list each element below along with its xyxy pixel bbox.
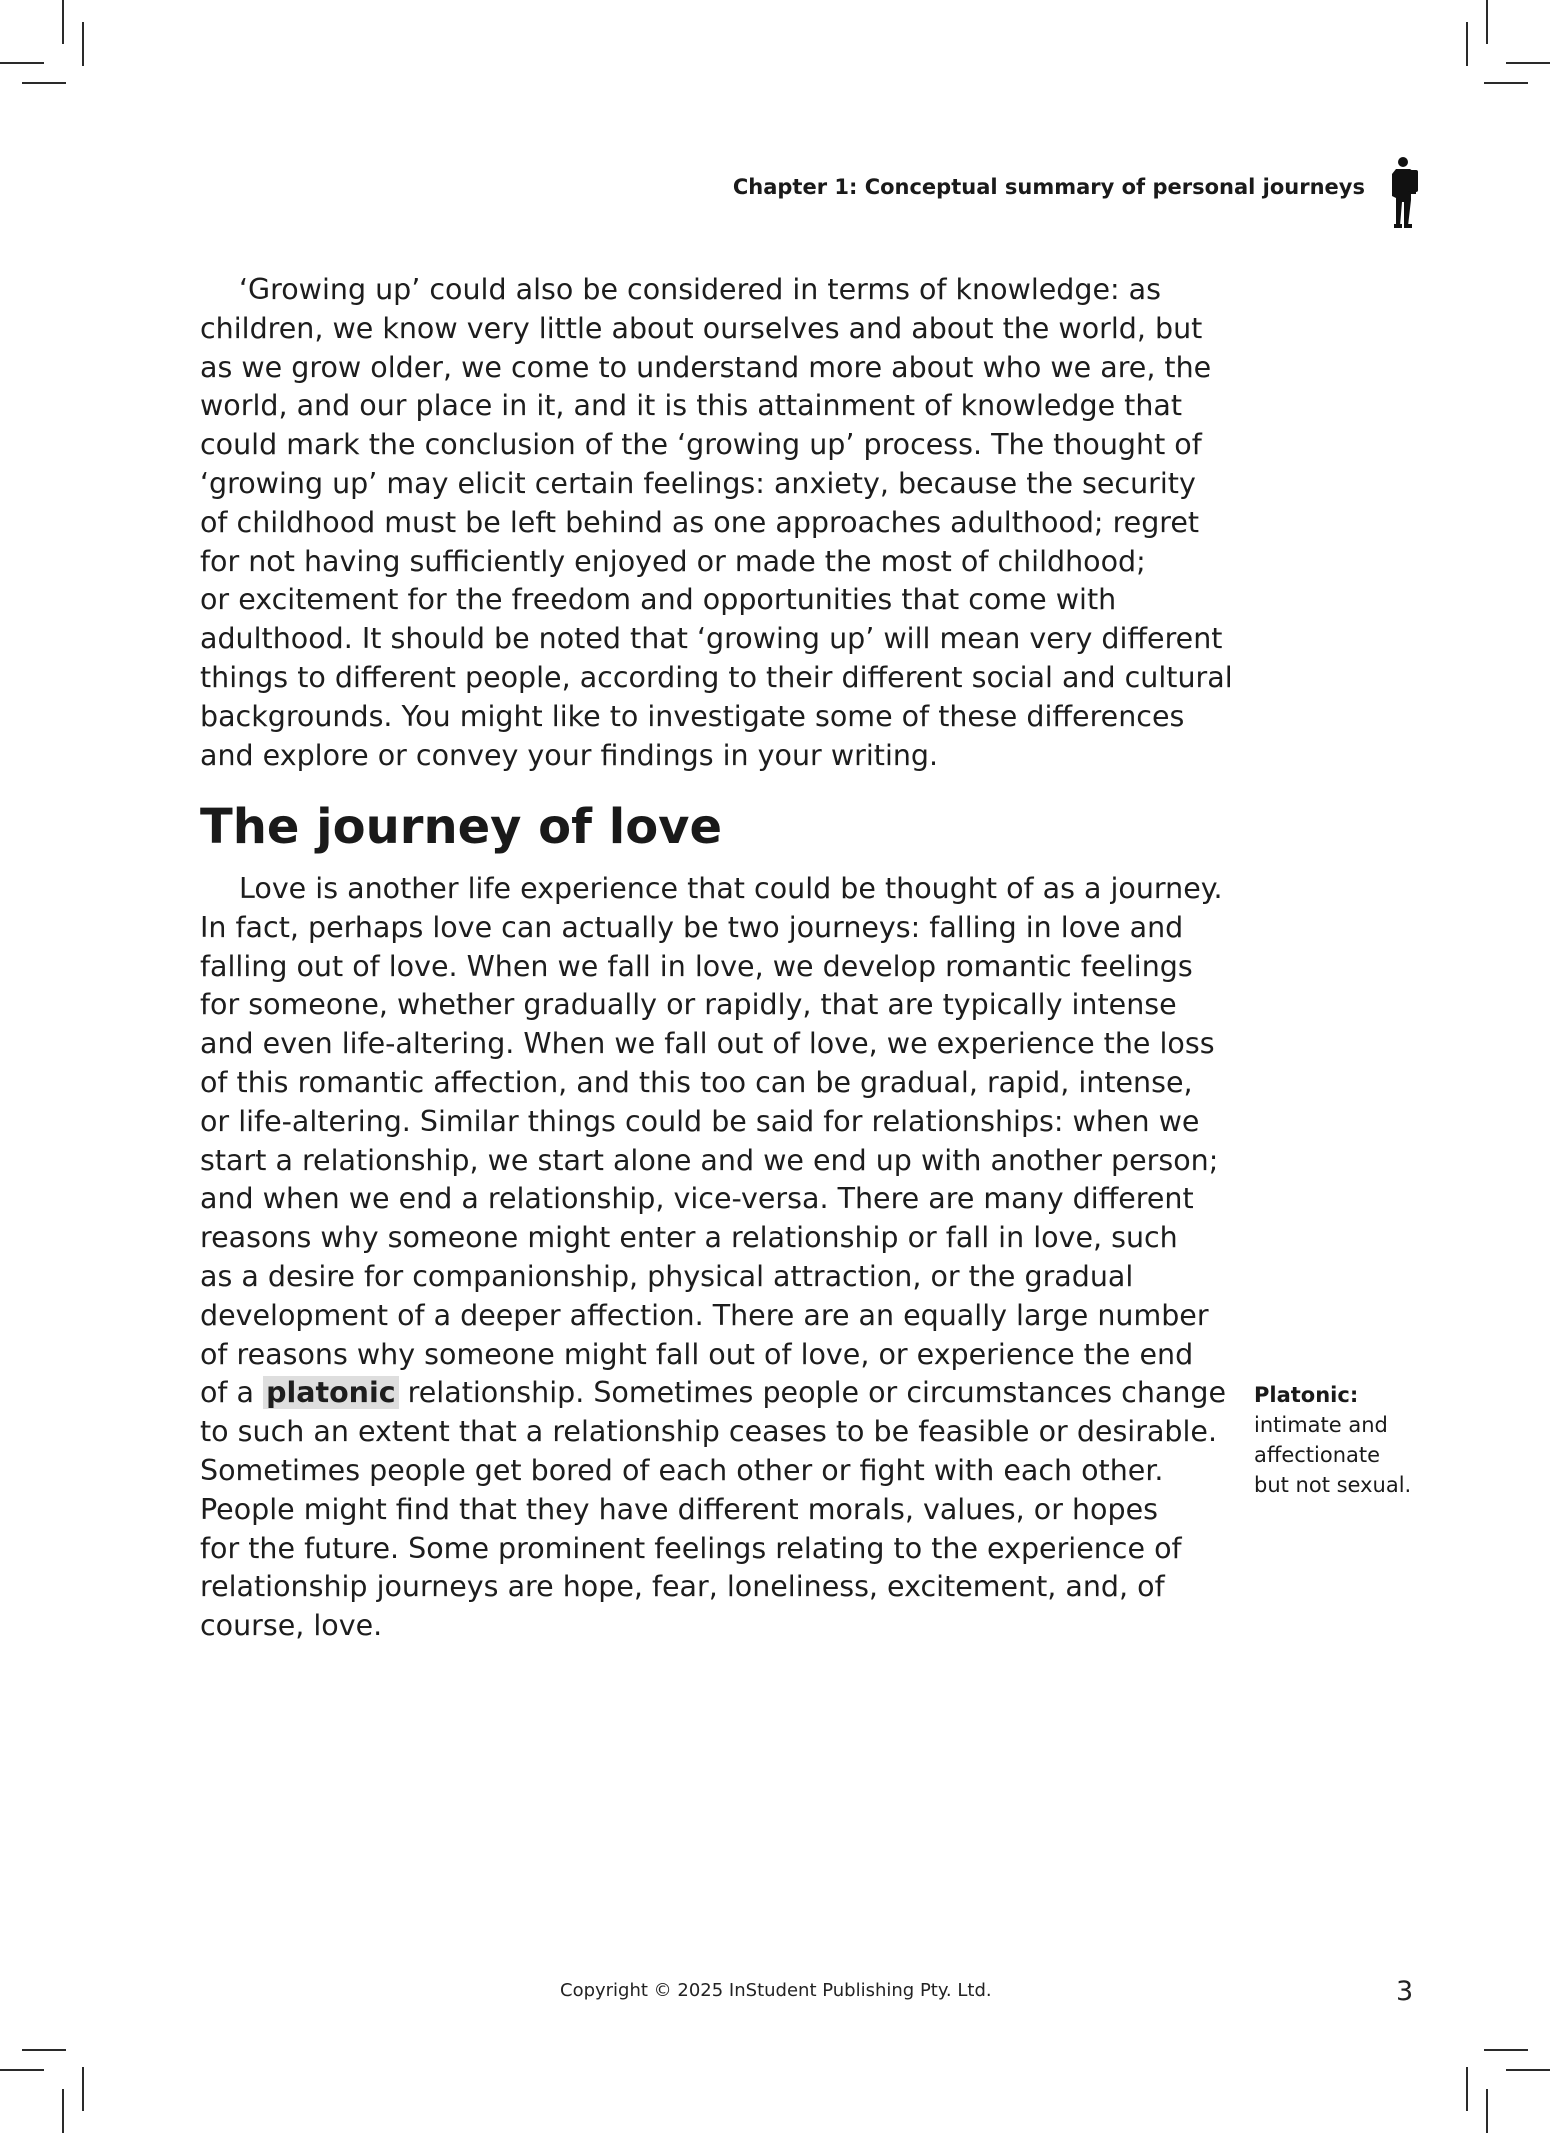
crop-mark <box>1486 0 1488 44</box>
paragraph-line: relationship journeys are hope, fear, loneliness, excitement, and, of <box>200 1570 1165 1604</box>
growing-up-paragraph <box>200 271 1240 775</box>
paragraph-line: things to different people, according to their different social and cultural <box>200 660 1233 694</box>
crop-mark <box>1466 22 1468 66</box>
crop-mark <box>82 22 84 66</box>
paragraph-line: world, and our place in it, and it is this attainment of knowledge that <box>200 389 1183 423</box>
copyright-notice: Copyright © 2025 InStudent Publishing Pty. Ltd. <box>560 1980 992 2001</box>
line-text: of a <box>200 1376 264 1410</box>
paragraph-line: for not having sufficiently enjoyed or made the most of childhood; <box>200 544 1146 578</box>
crop-mark <box>1466 2067 1468 2111</box>
crop-mark <box>0 62 44 64</box>
crop-mark <box>62 2089 64 2133</box>
running-head-title: Chapter 1: Conceptual summary of personal journeys <box>732 175 1365 199</box>
paragraph-line: In fact, perhaps love can actually be two journeys: falling in love and <box>200 910 1184 944</box>
glossary-definition-line: intimate and <box>1254 1413 1388 1437</box>
paragraph-line: of childhood must be left behind as one approaches adulthood; regret <box>200 505 1200 539</box>
paragraph-line: course, love. <box>200 1609 383 1643</box>
paragraph-line: or life-altering. Similar things could be said for relationships: when we <box>200 1104 1200 1138</box>
crop-mark <box>1484 82 1528 84</box>
crop-mark <box>1486 2089 1488 2133</box>
paragraph-line: children, we know very little about ourselves and about the world, but <box>200 311 1203 345</box>
paragraph-line: to such an extent that a relationship ceases to be feasible or desirable. <box>200 1415 1218 1449</box>
section-heading: The journey of love <box>200 799 723 855</box>
line-text: relationship. Sometimes people or circumstances change <box>398 1376 1227 1410</box>
crop-mark <box>1484 2049 1528 2051</box>
paragraph-line: Sometimes people get bored of each other or fight with each other. <box>200 1453 1164 1487</box>
paragraph-line: backgrounds. You might like to investigate some of these differences <box>200 699 1185 733</box>
paragraph-line: development of a deeper affection. There are an equally large number <box>200 1298 1209 1332</box>
paragraph-line: as a desire for companionship, physical attraction, or the gradual <box>200 1259 1134 1293</box>
glossary-term-highlight: platonic <box>263 1376 399 1409</box>
paragraph-line: ‘Growing up’ could also be considered in terms of knowledge: as <box>239 273 1161 306</box>
paragraph-line: of this romantic affection, and this too can be gradual, rapid, intense, <box>200 1065 1193 1099</box>
crop-mark <box>0 2069 44 2071</box>
crop-mark <box>82 2067 84 2111</box>
journey-of-love-paragraph <box>200 870 1240 1646</box>
paragraph-line: of reasons why someone might fall out of love, or experience the end <box>200 1337 1194 1371</box>
glossary-definition-line: but not sexual. <box>1254 1473 1412 1497</box>
glossary-note <box>1254 1380 1454 1500</box>
hiker-silhouette-icon <box>1386 156 1420 228</box>
paragraph-line: falling out of love. When we fall in love, we develop romantic feelings <box>200 949 1193 983</box>
paragraph-line: and when we end a relationship, vice-versa. There are many different <box>200 1182 1194 1216</box>
paragraph-line: or excitement for the freedom and opportunities that come with <box>200 583 1117 617</box>
paragraph-line: could mark the conclusion of the ‘growing up’ process. The thought of <box>200 428 1202 462</box>
crop-mark <box>1506 62 1550 64</box>
paragraph-line: start a relationship, we start alone and we end up with another person; <box>200 1143 1219 1177</box>
glossary-term: Platonic: <box>1254 1383 1359 1407</box>
paragraph-line: as we grow older, we come to understand more about who we are, the <box>200 350 1212 384</box>
paragraph-line: and even life-altering. When we fall out of love, we experience the loss <box>200 1027 1215 1061</box>
crop-mark <box>22 2049 66 2051</box>
paragraph-line: adulthood. It should be noted that ‘growing up’ will mean very different <box>200 622 1223 656</box>
crop-mark <box>62 0 64 44</box>
paragraph-line: Love is another life experience that could be thought of as a journey. <box>239 872 1223 905</box>
paragraph-line: for someone, whether gradually or rapidly, that are typically intense <box>200 988 1177 1022</box>
paragraph-line: for the future. Some prominent feelings relating to the experience of <box>200 1531 1182 1565</box>
paragraph-line: and explore or convey your findings in your writing. <box>200 738 939 772</box>
paragraph-line: ‘growing up’ may elicit certain feelings: anxiety, because the security <box>200 466 1196 500</box>
crop-mark <box>1506 2069 1550 2071</box>
paragraph-line: reasons why someone might enter a relationship or fall in love, such <box>200 1221 1178 1255</box>
glossary-definition-line: affectionate <box>1254 1443 1381 1467</box>
paragraph-line: People might find that they have different morals, values, or hopes <box>200 1492 1158 1526</box>
crop-mark <box>22 82 66 84</box>
paragraph-line <box>200 1374 1240 1413</box>
page-number: 3 <box>1396 1976 1414 2007</box>
